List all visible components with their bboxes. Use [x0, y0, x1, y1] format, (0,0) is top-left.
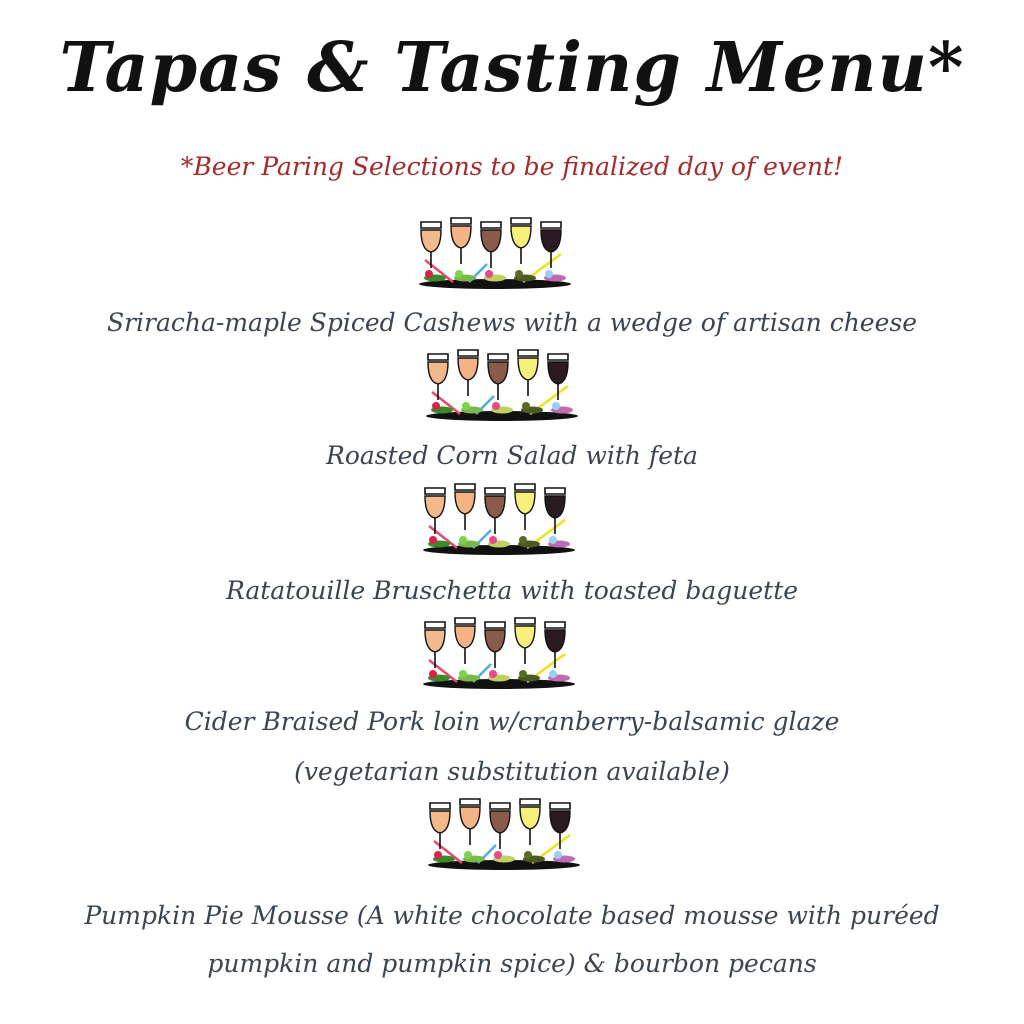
beer-tasting-flight-icon — [422, 344, 582, 424]
beer-tasting-flight-icon — [415, 212, 575, 292]
beer-tasting-flight-icon — [424, 793, 584, 873]
menu-subtitle: *Beer Paring Selections to be finalized day of event! — [180, 152, 844, 181]
menu-item-4-line-1: Cider Braised Pork loin w/cranberry-balsamic glaze — [184, 707, 840, 736]
menu-item-5-line-2: pumpkin and pumpkin spice) & bourbon pecans — [207, 949, 817, 978]
menu-item-5-line-1: Pumpkin Pie Mousse (A white chocolate based mousse with puréed — [84, 901, 940, 930]
beer-tasting-flight-icon — [419, 612, 579, 692]
menu-item-2: Roasted Corn Salad with feta — [326, 441, 698, 470]
menu-item-3: Ratatouille Bruschetta with toasted baguette — [225, 576, 799, 605]
menu-item-1: Sriracha-maple Spiced Cashews with a wedge of artisan cheese — [106, 308, 918, 337]
menu-item-4-line-2: (vegetarian substitution available) — [294, 757, 730, 786]
menu-title: Tapas & Tasting Menu* — [59, 28, 965, 108]
beer-tasting-flight-icon — [419, 478, 579, 558]
